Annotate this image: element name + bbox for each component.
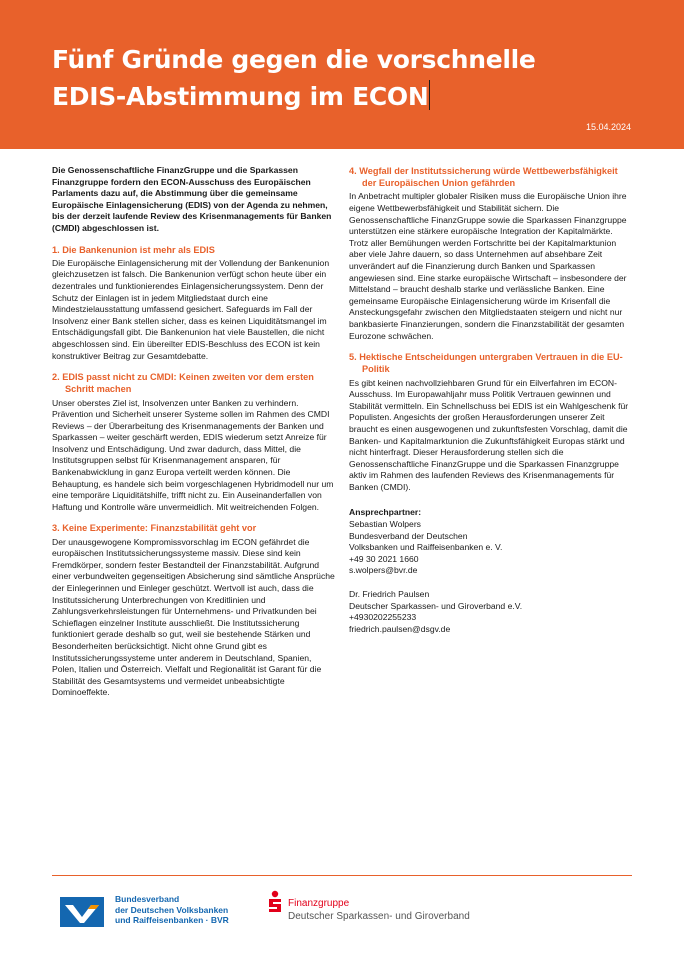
section-3-heading: 3. Keine Experimente: Finanzstabilität geht vor	[52, 523, 257, 534]
contact-block	[349, 507, 632, 635]
bvr-wordmark	[115, 894, 275, 926]
section-5-body: Es gibt keinen nachvollziehbaren Grund für ein Eilverfahren im ECON-Ausschuss. Im Europawahljahr muss Politik Vertrauen gewinnen und Stabilität vermitteln. Ein Schnellschuss bei EDIS ist ein Wahlgeschenk für Populisten. Angesichts der großen Herausforderungen unserer Zeit braucht es einen ausgewogenen und zukunftsfesten Vorschlag, damit die Banken- und Kapitalmarktunion die Zukunftsfähigkeit Europas stärkt und nicht hinterfragt. Dieser Herausforderung stellen sich die Genossenschaftliche FinanzGruppe und die Sparkassen Finanzgruppe aktiv im Rahmen des laufenden Reviews des Krisenmanagements für Banken (CMDI).	[349, 377, 629, 492]
section-5-heading: 5. Hektische Entscheidungen untergraben Vertrauen in die EU-Politik	[349, 352, 623, 375]
contact-spacer	[349, 577, 632, 589]
contact-1-org-line-1: Bundesverband der Deutschen	[349, 530, 468, 541]
header-banner	[0, 0, 684, 149]
bvr-logo-icon	[60, 897, 104, 927]
left-column	[52, 165, 335, 699]
intro-paragraph: Die Genossenschaftliche FinanzGruppe und die Sparkassen Finanzgruppe fordern den ECON-Ausschuss des Europäischen Parlaments dazu auf, die Abstimmung über die gemeinsame Europäische Einlagensicherung (EDIS) von der Agenda zu nehmen, bis der derzeit laufende Review des Krisenmanagements für Banken (CMDI) abgeschlossen ist.	[52, 165, 332, 233]
date-label: 15.04.2024	[585, 122, 631, 132]
section-4-body: In Anbetracht multipler globaler Risiken muss die Europäische Union ihre eigene Wettbewerbsfähigkeit und Stabilität sichern. Die Genossenschaftliche FinanzGruppe sowie die Sparkassen Finanzgruppe unterstützen eine stärkere europäische Integration der Kapitalmärkte. Trotz aller Bemühungen werden Fortschritte bei der Kapitalmarktunion aber viele Jahre dauern, so dass Unternehmen auf absehbare Zeit unverändert auf die Finanzierung durch Banken und Sparkassen angewiesen sind. Eine starke europäische Wirtschaft – insbesondere der Mittelstand – braucht deshalb starke und verlässliche Banken. Eine gemeinsame Europäische Einlagensicherung würde im Krisenfall die Ansteckungsgefahr zwischen den Mitgliedstaaten steigern und nicht nur bankbasierte Finanzierungen, sondern die Finanzstabilität der gesamten Eurozone schwächen.	[349, 191, 627, 341]
contact-2-name: Dr. Friedrich Paulsen	[349, 589, 430, 600]
bvr-line-1: Bundesverband	[115, 894, 180, 904]
section-3-body: Der unausgewogene Kompromissvorschlag im ECON gefährdet die europäischen Institutssicherungssysteme massiv. Diese sind kein Fremdkörper, sondern fester Bestandteil der Finanzstabilität. Aufgrund einer verbundweiten gegenseitigen Absicherung sind sämtliche Ansprüche der Einlegerinnen und Einleger geschützt. Wertvoll ist auch, dass die Institutssicherung Unterbrechungen von Kreditlinien und Zahlungsverkehrsleistungen für Unternehmens- und Privatkunden bei Schieflagen einzelner Institute ausschließt. Die Institutssicherung funktioniert gerade deshalb so gut, weil sie bestehende Stärken und Besonderheiten berücksichtigt. Nicht ohne Grund gibt es Institutssicherungssysteme unter anderem in Deutschland, Spanien, Polen, Italien und Österreich. Vielfalt und Regionalität ist Garant für die Stabilität des Gesamtsystems und vermeidet unbeabsichtigte Dominoeffekte.	[52, 536, 335, 698]
contact-person-1	[349, 519, 632, 577]
contact-person-2	[349, 589, 632, 635]
section-1-body: Die Europäische Einlagensicherung mit der Vollendung der Bankenunion gleichzusetzen ist falsch. Die Bankenunion verfügt schon heute über ein dezentrales und funktionierendes Einlagensicherungssystem. Denn der Schutz der Einlagen ist in jedem Mitgliedstaat durch eine Mindestzielausstattung umfassend gesichert. Safeguards im Fall der Insolvenz einer Bank stellen sicher, dass es keinen Liquiditätsmangel im Entschädigungsfall gibt. Die Bankenunion hat viele Baustellen, die nicht abgeschlossen sind. Ein übereilter EDIS-Beschluss des ECON ist kein konstruktiver Beitrag zur Gesamtdebatte.	[52, 257, 330, 361]
contact-1-email[interactable]: s.wolpers@bvr.de	[349, 565, 418, 576]
contact-1-name: Sebastian Wolpers	[349, 519, 421, 530]
title-line-1: Fünf Gründe gegen die vorschnelle	[52, 45, 536, 74]
contact-1-org-line-2: Volksbanken und Raiffeisenbanken e. V.	[349, 542, 503, 553]
title-line-2-text: EDIS-Abstimmung im ECON	[52, 82, 429, 111]
contact-2-org-line-1: Deutscher Sparkassen- und Giroverband e.V.	[349, 600, 523, 611]
bvr-line-3: und Raiffeisenbanken · BVR	[115, 915, 229, 926]
section-1-heading: 1. Die Bankenunion ist mehr als EDIS	[52, 244, 215, 255]
contact-2-email[interactable]: friedrich.paulsen@dsgv.de	[349, 623, 451, 634]
sparkasse-subtitle: Deutscher Sparkassen- und Giroverband	[288, 911, 470, 922]
title-line-2	[52, 78, 662, 115]
page-title	[52, 41, 662, 115]
contact-label: Ansprechpartner:	[349, 507, 422, 518]
sparkasse-logo-icon	[268, 890, 282, 912]
section-4-heading: 4. Wegfall der Institutssicherung würde Wettbewerbsfähigkeit der Europäischen Union gefährden	[349, 166, 618, 189]
section-2-heading: 2. EDIS passt nicht zu CMDI: Keinen zweiten vor dem ersten Schritt machen	[52, 372, 314, 395]
sparkasse-brand: Finanzgruppe	[288, 898, 350, 909]
bvr-line-2: der Deutschen Volksbanken	[115, 904, 229, 915]
contact-1-phone[interactable]: +49 30 2021 1660	[349, 553, 419, 564]
contact-2-phone[interactable]: +4930202255233	[349, 612, 417, 623]
right-column	[349, 165, 632, 635]
footer-divider	[52, 875, 632, 876]
section-2-body: Unser oberstes Ziel ist, Insolvenzen unter Banken zu verhindern. Prävention und Sicherheit unserer Systeme sollen im Rahmen des CMDI Reviews – der Überarbeitung des Krisenmanagements der Banken und Sparkassen – weiter geschärft werden, EDIS wiederum setzt Anreize für Insolvenz und Entschädigung. Und zwar dadurch, dass Mittel, die Institutsgruppen selbst für Krisenmanagement ansparen, für Bankenabwicklung in ganz Europa verteilt werden können. Die Behauptung, es handele sich beim vorgeschlagenen Hybridmodell nur um eine temporäre Liquiditätshilfe, trifft nicht zu. Ein Auseinanderfallen von Haftung und Kontrolle wäre unvermeidlich. Mit weitreichenden Folgen.	[52, 397, 334, 512]
text-cursor	[429, 80, 430, 110]
